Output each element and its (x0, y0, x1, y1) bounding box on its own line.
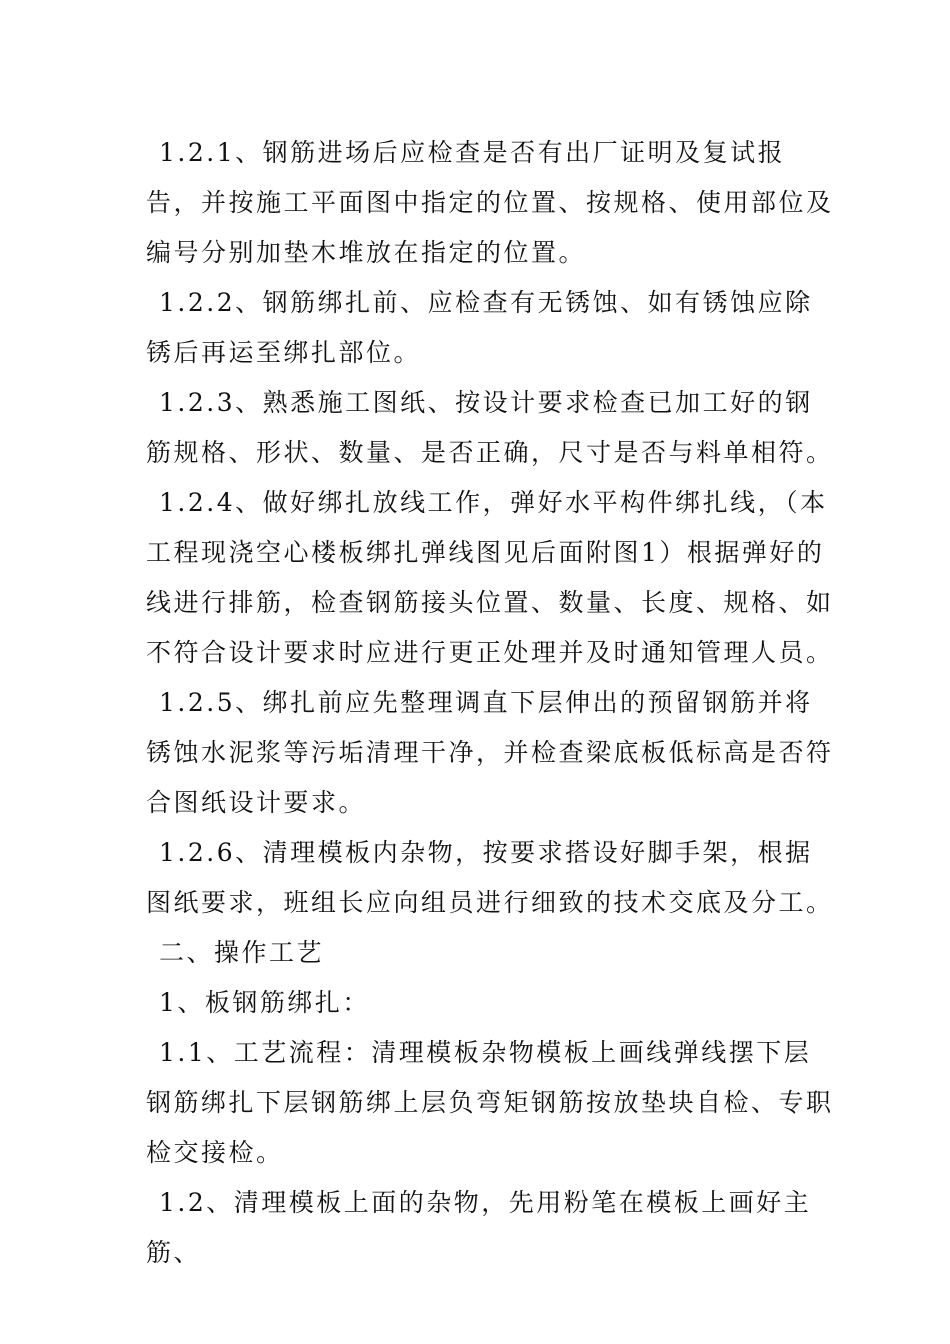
paragraph-1-2-5: 1.2.5、绑扎前应先整理调直下层伸出的预留钢筋并将锈蚀水泥浆等污垢清理干净，并检查梁底板低标高是否符合图纸设计要求。 (146, 688, 834, 817)
paragraph-1-2-3: 1.2.3、熟悉施工图纸、按设计要求检查已加工好的钢筋规格、形状、数量、是否正确，尺寸是否与料单相符。 (146, 388, 834, 467)
document-body (146, 128, 836, 1278)
paragraph-1-2-2: 1.2.2、钢筋绑扎前、应检查有无锈蚀、如有锈蚀应除锈后再运至绑扎部位。 (146, 288, 813, 367)
paragraph-1-2-6: 1.2.6、清理模板内杂物，按要求搭设好脚手架，根据图纸要求，班组长应向组员进行细致的技术交底及分工。 (146, 838, 834, 917)
section-heading-operation-process: 二、操作工艺 (159, 938, 325, 967)
paragraph-1-2: 1.2、清理模板上面的杂物，先用粉笔在模板上画好主筋、 (146, 1188, 812, 1267)
paragraph-1-1: 1.1、工艺流程：清理模板杂物模板上画线弹线摆下层钢筋绑扎下层钢筋绑上层负弯矩钢筋按放垫块自检、专职检交接检。 (146, 1038, 834, 1167)
paragraph-1-2-1: 1.2.1、钢筋进场后应检查是否有出厂证明及复试报告，并按施工平面图中指定的位置、按规格、使用部位及编号分别加垫木堆放在指定的位置。 (146, 138, 834, 267)
subsection-heading-slab-rebar: 1、板钢筋绑扎： (159, 988, 370, 1017)
paragraph-1-2-4: 1.2.4、做好绑扎放线工作，弹好水平构件绑扎线，（本工程现浇空心楼板绑扎弹线图见后面附图1）根据弹好的线进行排筋，检查钢筋接头位置、数量、长度、规格、如不符合设计要求时应进行更正处理并及时通知管理人员。 (146, 488, 834, 667)
